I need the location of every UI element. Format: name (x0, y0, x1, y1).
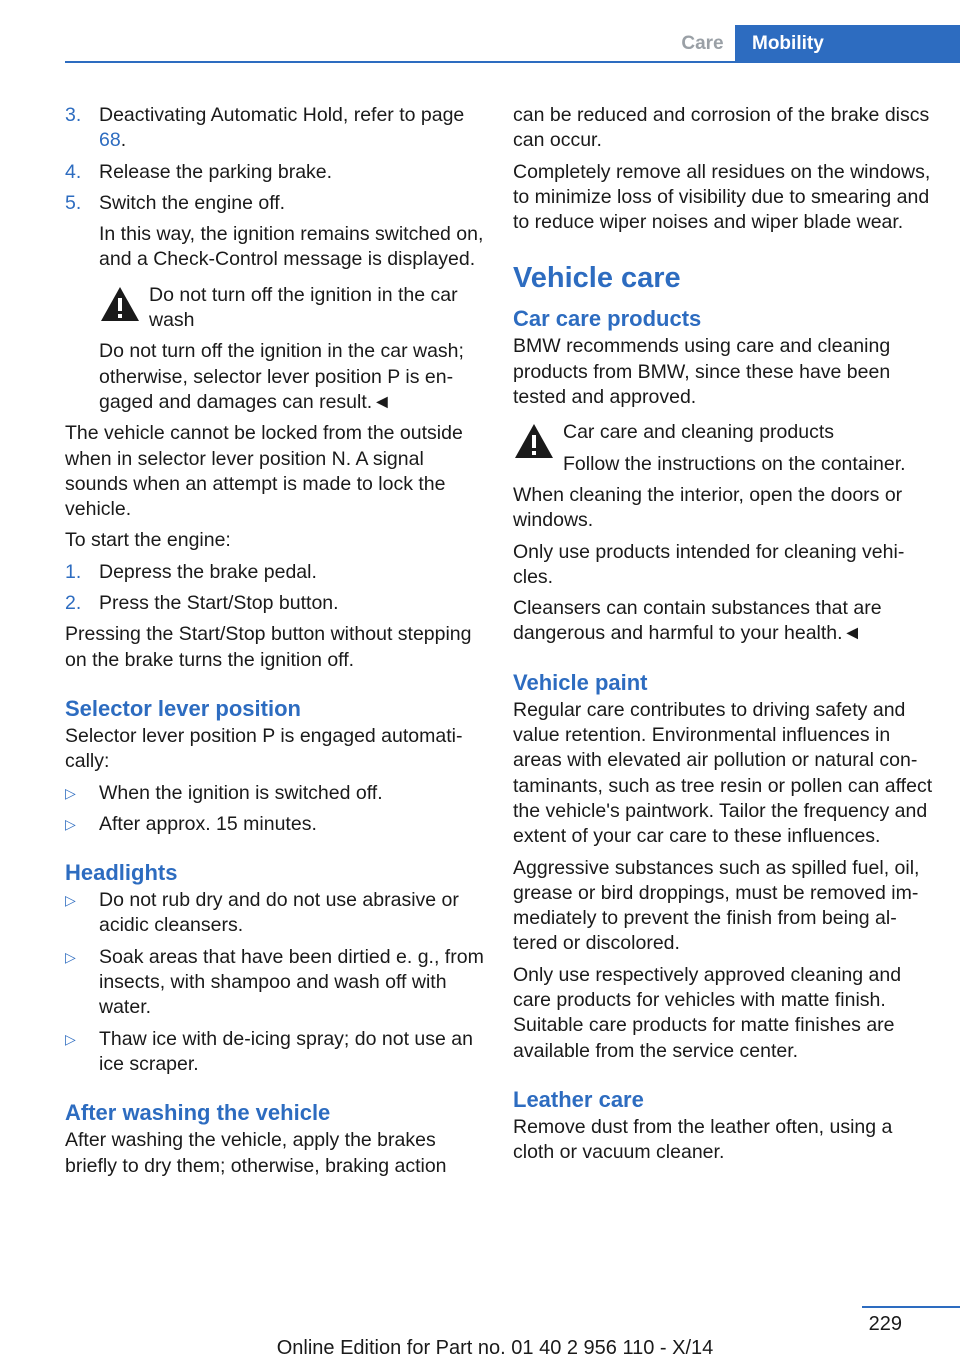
step-number: 3. (65, 104, 82, 126)
warning-box (513, 420, 933, 477)
list-item (65, 160, 485, 185)
bullet-text: After approx. 15 minutes. (99, 812, 317, 835)
warning-body: Follow the instructions on the container. (563, 452, 906, 475)
step-text: Depress the brake pedal. (99, 560, 317, 583)
list-item (65, 945, 485, 1021)
bullet-text: Thaw ice with de-icing spray; do not use an ice scraper. (99, 1027, 473, 1075)
step-text: Press the Start/Stop button. (99, 592, 339, 615)
warning-triangle-icon (99, 285, 141, 323)
paragraph: can be reduced and corrosion of the brake discs can occur. (513, 104, 930, 152)
page-number-rule (862, 1306, 960, 1308)
list-item (65, 781, 485, 806)
section-heading: Headlights (65, 860, 178, 886)
paragraph: Regular care contributes to driving safety and value retention. Environmental influences in areas with elevated air pollution or natural contaminants, such as tree resin or pollen can affect the vehicle's paintwork. Tailor the frequency and extent of your car care to these influences. (513, 698, 933, 848)
step-number: 1. (65, 560, 82, 583)
chapter-heading: Vehicle care (513, 262, 681, 295)
bullet-text: Do not rub dry and do not use abrasive or acidic cleansers. (99, 889, 459, 937)
bullet-triangle-icon: ▷ (65, 1030, 76, 1047)
step-number: 4. (65, 160, 82, 183)
step-number: 5. (65, 191, 82, 214)
paragraph: Pressing the Start/Stop button without stepping on the brake turns the ignition off. (65, 623, 472, 671)
page-link[interactable]: 68 (99, 129, 121, 152)
section-heading: Vehicle paint (513, 669, 648, 695)
list-item (65, 812, 485, 837)
bullet-triangle-icon: ▷ (65, 948, 76, 965)
paragraph: When cleaning the interior, open the doors or windows. (513, 483, 903, 532)
paragraph: The vehicle cannot be locked from the outside when in selector lever position N. A signal sounds when an attempt is made to lock the vehicle. (65, 422, 463, 521)
paragraph: Remove dust from the leather often, using a cloth or vacuum cleaner. (513, 1115, 893, 1164)
bullet-triangle-icon: ▷ (65, 784, 76, 801)
list-item (65, 560, 485, 585)
paragraph: Cleansers can contain substances that are dangerous and harmful to your health.◄ (513, 597, 882, 645)
edition-footer: Online Edition for Part no. 01 40 2 956 110 - X/14 (276, 1337, 714, 1359)
warning-box (99, 283, 485, 334)
bullet-text: Soak areas that have been dirtied e. g., from insects, with shampoo and wash off with water. (99, 945, 484, 1019)
step-number: 2. (65, 592, 82, 615)
warning-triangle-icon (513, 422, 555, 460)
paragraph: Completely remove all residues on the windows, to minimize loss of visibility due to smearing and to reduce wiper noises and wiper blade wear. (513, 160, 931, 234)
list-item (65, 191, 485, 415)
step-text-end: . (120, 129, 127, 152)
header-tab-mobility: Mobility (735, 25, 960, 62)
step-text: Switch the engine off. (99, 191, 286, 214)
paragraph: Selector lever position P is engaged automatically: (65, 724, 463, 773)
bullet-text: When the ignition is switched off. (99, 781, 383, 804)
bullet-triangle-icon: ▷ (65, 815, 76, 832)
section-heading: After washing the vehicle (65, 1100, 331, 1126)
section-heading: Selector lever position (65, 695, 301, 721)
page-number: 229 (868, 1313, 902, 1335)
section-heading: Car care products (513, 306, 702, 332)
list-item (65, 1027, 485, 1078)
warning-title: Do not turn off the ignition in the car wash (149, 283, 458, 332)
header-rule (65, 61, 960, 63)
left-column (65, 103, 485, 1185)
paragraph: To start the engine: (65, 529, 231, 552)
list-item (65, 103, 485, 154)
warning-body: Do not turn off the ignition in the car wash; otherwise, selector lever position P is engaged and damages can result.◄ (99, 340, 464, 413)
paragraph: Only use products intended for cleaning vehicles. (513, 540, 905, 588)
step-detail: In this way, the ignition remains switched on, and a Check-Control message is displayed. (99, 223, 484, 271)
paragraph: BMW recommends using care and cleaning products from BMW, since these have been tested and approved. (513, 335, 891, 409)
list-item (65, 888, 485, 939)
right-column (513, 103, 933, 1172)
header-tab-care: Care (681, 33, 724, 54)
paragraph: After washing the vehicle, apply the brakes briefly to dry them; otherwise, braking action (65, 1129, 447, 1177)
bullet-triangle-icon: ▷ (65, 892, 76, 909)
section-heading: Leather care (513, 1086, 644, 1112)
step-text: Deactivating Automatic Hold, refer to page (99, 104, 465, 126)
list-item (65, 591, 485, 616)
paragraph: Only use respectively approved cleaning and care products for vehicles with matte finish. Suitable care products for matte finishes are available from the service center. (513, 963, 902, 1062)
warning-title: Car care and cleaning products (563, 421, 834, 444)
paragraph: Aggressive substances such as spilled fuel, oil, grease or bird droppings, must be removed immediately to prevent the finish from being altered or discolored. (513, 856, 920, 955)
step-text: Release the parking brake. (99, 160, 333, 183)
